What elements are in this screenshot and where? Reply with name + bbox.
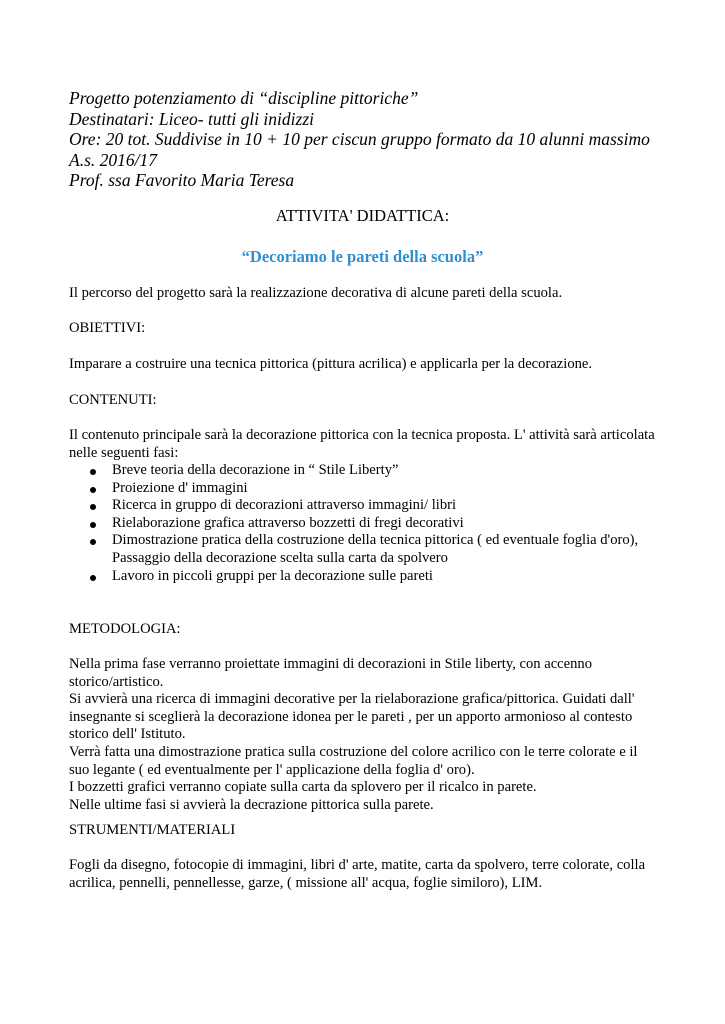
metodologia-heading: METODOLOGIA: xyxy=(69,621,181,637)
list-item: Dimostrazione pratica della costruzione della tecnica pittorica ( ed eventuale foglia d'oro), Passaggio della decorazione scelta sulla carta da spolvero xyxy=(69,532,669,567)
metodologia-text xyxy=(69,656,669,814)
teacher-line: Prof. ssa Favorito Maria Teresa xyxy=(69,170,295,190)
metodologia-line: Verrà fatta una dimostrazione pratica sulla costruzione del colore acrilico con le terre colorate e il xyxy=(69,743,638,760)
list-item: Lavoro in piccoli gruppi per la decorazione sulle pareti xyxy=(69,568,669,586)
project-title-line: Progetto potenziamento di “discipline pittoriche” xyxy=(69,88,419,108)
metodologia-line: Nelle ultime fasi si avvierà la decrazione pittorica sulla parete. xyxy=(69,796,434,813)
intro-text: Il percorso del progetto sarà la realizzazione decorativa di alcune pareti della scuola. xyxy=(69,285,563,301)
metodologia-line: suo legante ( ed eventualmente per l' applicazione della foglia d' oro). xyxy=(69,761,475,778)
list-item: Ricerca in gruppo di decorazioni attraverso immagini/ libri xyxy=(69,497,669,515)
metodologia-line: storico/artistico. xyxy=(69,673,164,690)
strumenti-heading: STRUMENTI/MATERIALI xyxy=(69,822,236,838)
project-header xyxy=(69,88,689,191)
strumenti-line: Fogli da disegno, fotocopie di immagini, libri d' arte, matite, carta da spolvero, terre colorate, colla xyxy=(69,857,646,873)
bullet-icon xyxy=(90,575,96,581)
activity-heading: ATTIVITA' DIDATTICA: xyxy=(275,206,450,225)
contenuti-text-line: nelle seguenti fasi: xyxy=(69,444,179,461)
recipients-line: Destinatari: Liceo- tutti gli inidizzi xyxy=(69,108,314,129)
obiettivi-heading: OBIETTIVI: xyxy=(69,320,146,336)
project-name: “Decoriamo le pareti della scuola” xyxy=(241,247,484,266)
bullet-icon xyxy=(90,469,96,475)
metodologia-line: Nella prima fase verranno proiettate immagini di decorazioni in Stile liberty, con accenno xyxy=(69,656,593,672)
strumenti-text xyxy=(69,857,669,892)
bullet-icon xyxy=(90,522,96,528)
list-item: Breve teoria della decorazione in “ Stile Liberty” xyxy=(69,462,669,480)
bullet-icon xyxy=(90,504,96,510)
metodologia-line: Si avvierà una ricerca di immagini decorative per la rielaborazione grafica/pittorica. Guidati dall' xyxy=(69,691,635,708)
contenuti-text xyxy=(69,427,669,462)
hours-line: Ore: 20 tot. Suddivise in 10 + 10 per ciscun gruppo formato da 10 alunni massimo xyxy=(69,129,650,149)
bullet-icon xyxy=(90,539,96,545)
strumenti-line: acrilica, pennelli, pennellesse, garze, ( missione all' acqua, foglie similoro), LIM. xyxy=(69,874,543,891)
metodologia-line: I bozzetti grafici verranno copiate sulla carta da splovero per il ricalco in parete. xyxy=(69,779,537,796)
school-year-line: A.s. 2016/17 xyxy=(69,149,157,170)
obiettivi-text: Imparare a costruire una tecnica pittorica (pittura acrilica) e applicarla per la decorazione. xyxy=(69,356,593,372)
list-item: Rielaborazione grafica attraverso bozzetti di fregi decorativi xyxy=(69,515,669,533)
phases-list xyxy=(69,462,669,585)
metodologia-line: insegnante si sceglierà la decorazione idonea per le pareti , per un apporto armonioso al contesto xyxy=(69,708,633,725)
metodologia-line: storico dell' Istituto. xyxy=(69,726,186,743)
contenuti-heading: CONTENUTI: xyxy=(69,392,157,408)
contenuti-text-line: Il contenuto principale sarà la decorazione pittorica con la tecnica proposta. L' attività sarà articolata xyxy=(69,427,655,443)
bullet-icon xyxy=(90,487,96,493)
list-item: Proiezione d' immagini xyxy=(69,480,669,498)
